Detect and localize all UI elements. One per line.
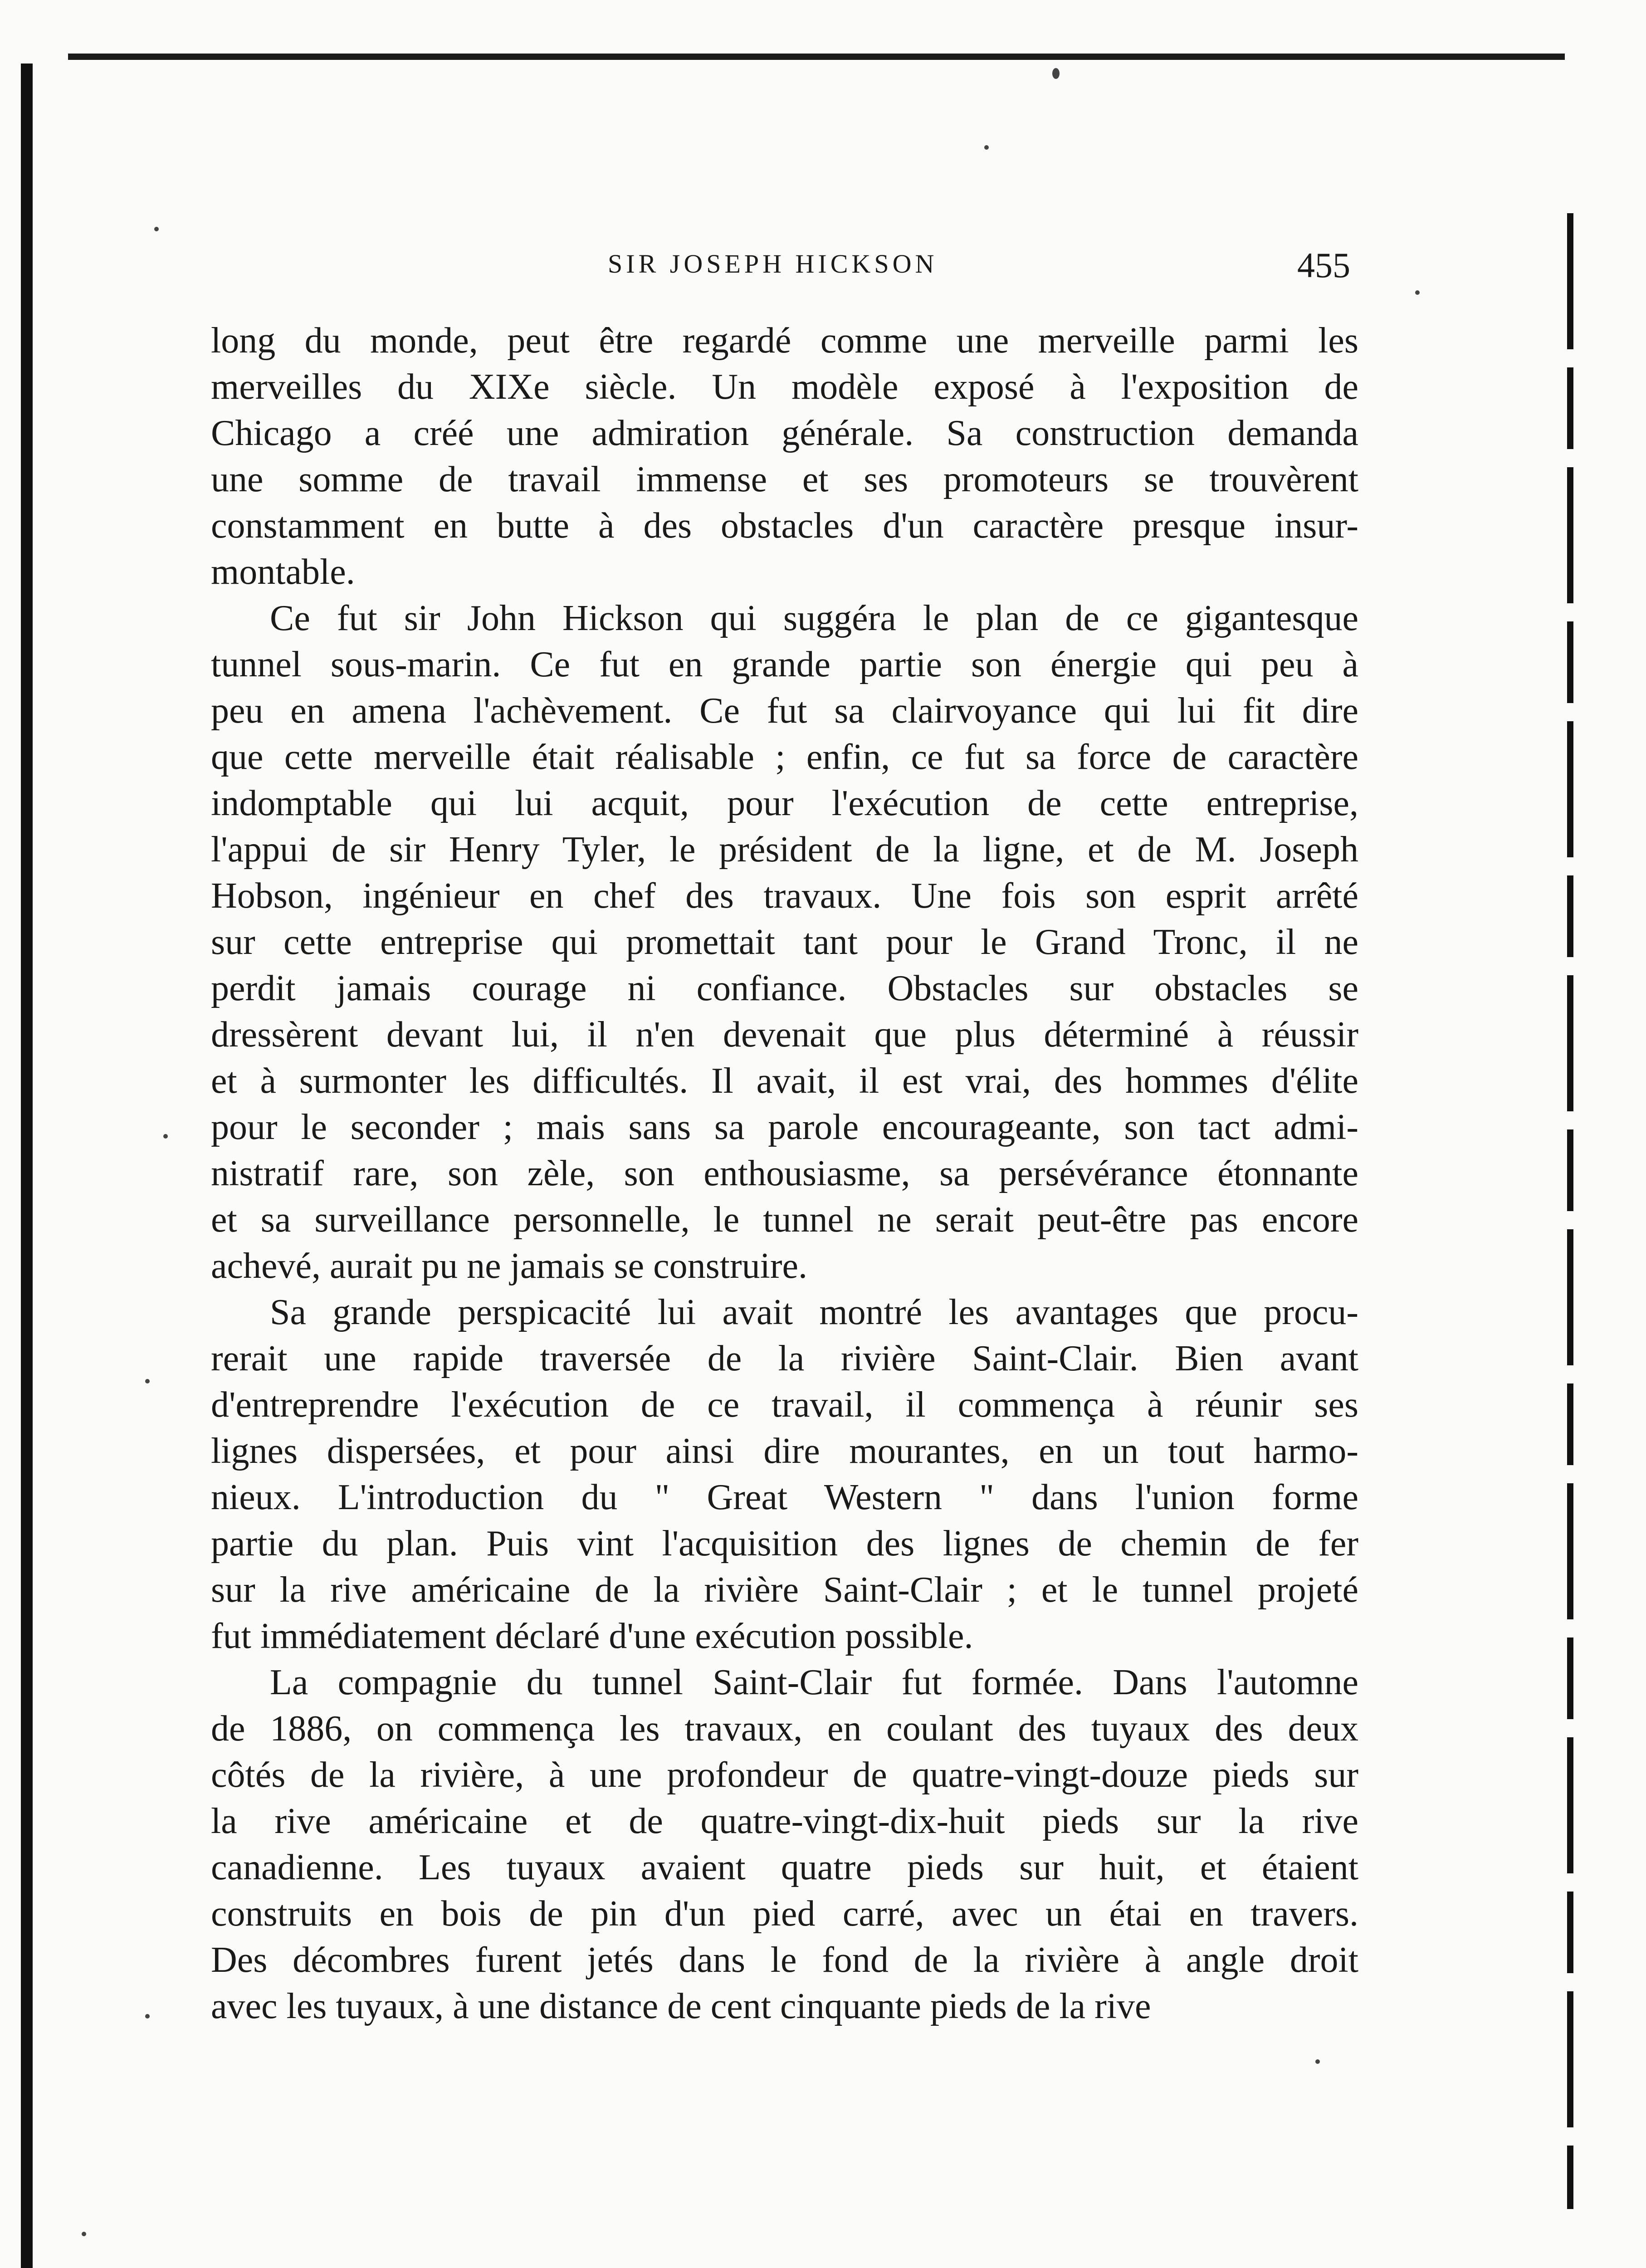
scan-speck xyxy=(145,1379,150,1383)
text-line: Des décombres furent jetés dans le fond de la rivière à angle droit xyxy=(211,1940,1358,1980)
scan-speck xyxy=(1052,68,1060,79)
left-border-artifact xyxy=(21,64,33,2268)
scan-speck xyxy=(1415,290,1420,295)
text-line: de 1886, on commença les travaux, en coulant des tuyaux des deux xyxy=(211,1709,1358,1749)
text-line: sur la rive américaine de la rivière Saint-Clair ; et le tunnel projeté xyxy=(211,1570,1358,1610)
paragraph xyxy=(211,1659,1358,2029)
running-head: SIR JOSEPH HICKSON xyxy=(608,249,938,279)
text-line: côtés de la rivière, à une profondeur de quatre-vingt-douze pieds sur xyxy=(211,1755,1358,1795)
text-line: que cette merveille était réalisable ; enfin, ce fut sa force de caractère xyxy=(211,737,1358,777)
text-line: achevé, aurait pu ne jamais se construire. xyxy=(211,1246,807,1286)
text-line: Hobson, ingénieur en chef des travaux. Une fois son esprit arrêté xyxy=(211,876,1358,916)
text-line: et sa surveillance personnelle, le tunnel ne serait peut-être pas encore xyxy=(211,1200,1358,1240)
text-line: tunnel sous-marin. Ce fut en grande partie son énergie qui peu à xyxy=(211,645,1358,684)
scan-speck xyxy=(1315,2059,1320,2064)
text-line: fut immédiatement déclaré d'une exécution possible. xyxy=(211,1616,973,1656)
text-line: la rive américaine et de quatre-vingt-dix-huit pieds sur la rive xyxy=(211,1801,1358,1841)
scan-speck xyxy=(82,2232,86,2236)
text-line: Ce fut sir John Hickson qui suggéra le plan de ce gigantesque xyxy=(270,598,1358,638)
text-line: l'appui de sir Henry Tyler, le président de la ligne, et de M. Joseph xyxy=(211,830,1358,870)
scan-speck xyxy=(145,2014,150,2019)
text-line: construits en bois de pin d'un pied carré, avec un étai en travers. xyxy=(211,1894,1358,1934)
text-line: Sa grande perspicacité lui avait montré les avantages que procu- xyxy=(270,1292,1358,1332)
text-line: une somme de travail immense et ses promoteurs se trouvèrent xyxy=(211,459,1358,499)
text-line: lignes dispersées, et pour ainsi dire mourantes, en un tout harmo- xyxy=(211,1431,1358,1471)
text-line: long du monde, peut être regardé comme une merveille parmi les xyxy=(211,321,1358,361)
text-line: d'entreprendre l'exécution de ce travail, il commença à réunir ses xyxy=(211,1385,1358,1425)
text-line: La compagnie du tunnel Saint-Clair fut formée. Dans l'automne xyxy=(270,1662,1358,1702)
text-line: indomptable qui lui acquit, pour l'exécution de cette entreprise, xyxy=(211,783,1358,823)
scan-speck xyxy=(154,227,159,231)
page-number: 455 xyxy=(1297,245,1350,285)
right-border-artifact xyxy=(1567,213,1573,2209)
text-line: avec les tuyaux, à une distance de cent cinquante pieds de la rive xyxy=(211,1986,1151,2026)
paragraph xyxy=(211,595,1358,1289)
text-line: merveilles du XIXe siècle. Un modèle exposé à l'exposition de xyxy=(211,367,1358,407)
text-line: sur cette entreprise qui promettait tant pour le Grand Tronc, il ne xyxy=(211,922,1358,962)
text-line: montable. xyxy=(211,552,355,592)
text-line: canadienne. Les tuyaux avaient quatre pieds sur huit, et étaient xyxy=(211,1848,1358,1887)
text-line: constamment en butte à des obstacles d'un caractère presque insur- xyxy=(211,506,1358,546)
scan-speck xyxy=(984,145,989,150)
text-line: Chicago a créé une admiration générale. Sa construction demanda xyxy=(211,413,1358,453)
text-line: nistratif rare, son zèle, son enthousiasme, sa persévérance étonnante xyxy=(211,1154,1358,1193)
scan-speck xyxy=(163,1134,168,1139)
paragraph xyxy=(211,318,1358,595)
text-line: nieux. L'introduction du " Great Western " dans l'union forme xyxy=(211,1477,1358,1517)
paragraph xyxy=(211,1289,1358,1659)
text-line: perdit jamais courage ni confiance. Obstacles sur obstacles se xyxy=(211,968,1358,1008)
text-line: partie du plan. Puis vint l'acquisition des lignes de chemin de fer xyxy=(211,1524,1358,1564)
text-line: pour le seconder ; mais sans sa parole encourageante, son tact admi- xyxy=(211,1107,1358,1147)
text-line: rerait une rapide traversée de la rivière Saint-Clair. Bien avant xyxy=(211,1339,1358,1378)
text-line: et à surmonter les difficultés. Il avait, il est vrai, des hommes d'élite xyxy=(211,1061,1358,1101)
body-text xyxy=(211,318,1358,2029)
top-border-artifact xyxy=(68,54,1565,60)
text-line: dressèrent devant lui, il n'en devenait que plus déterminé à réussir xyxy=(211,1015,1358,1055)
text-line: peu en amena l'achèvement. Ce fut sa clairvoyance qui lui fit dire xyxy=(211,691,1358,731)
